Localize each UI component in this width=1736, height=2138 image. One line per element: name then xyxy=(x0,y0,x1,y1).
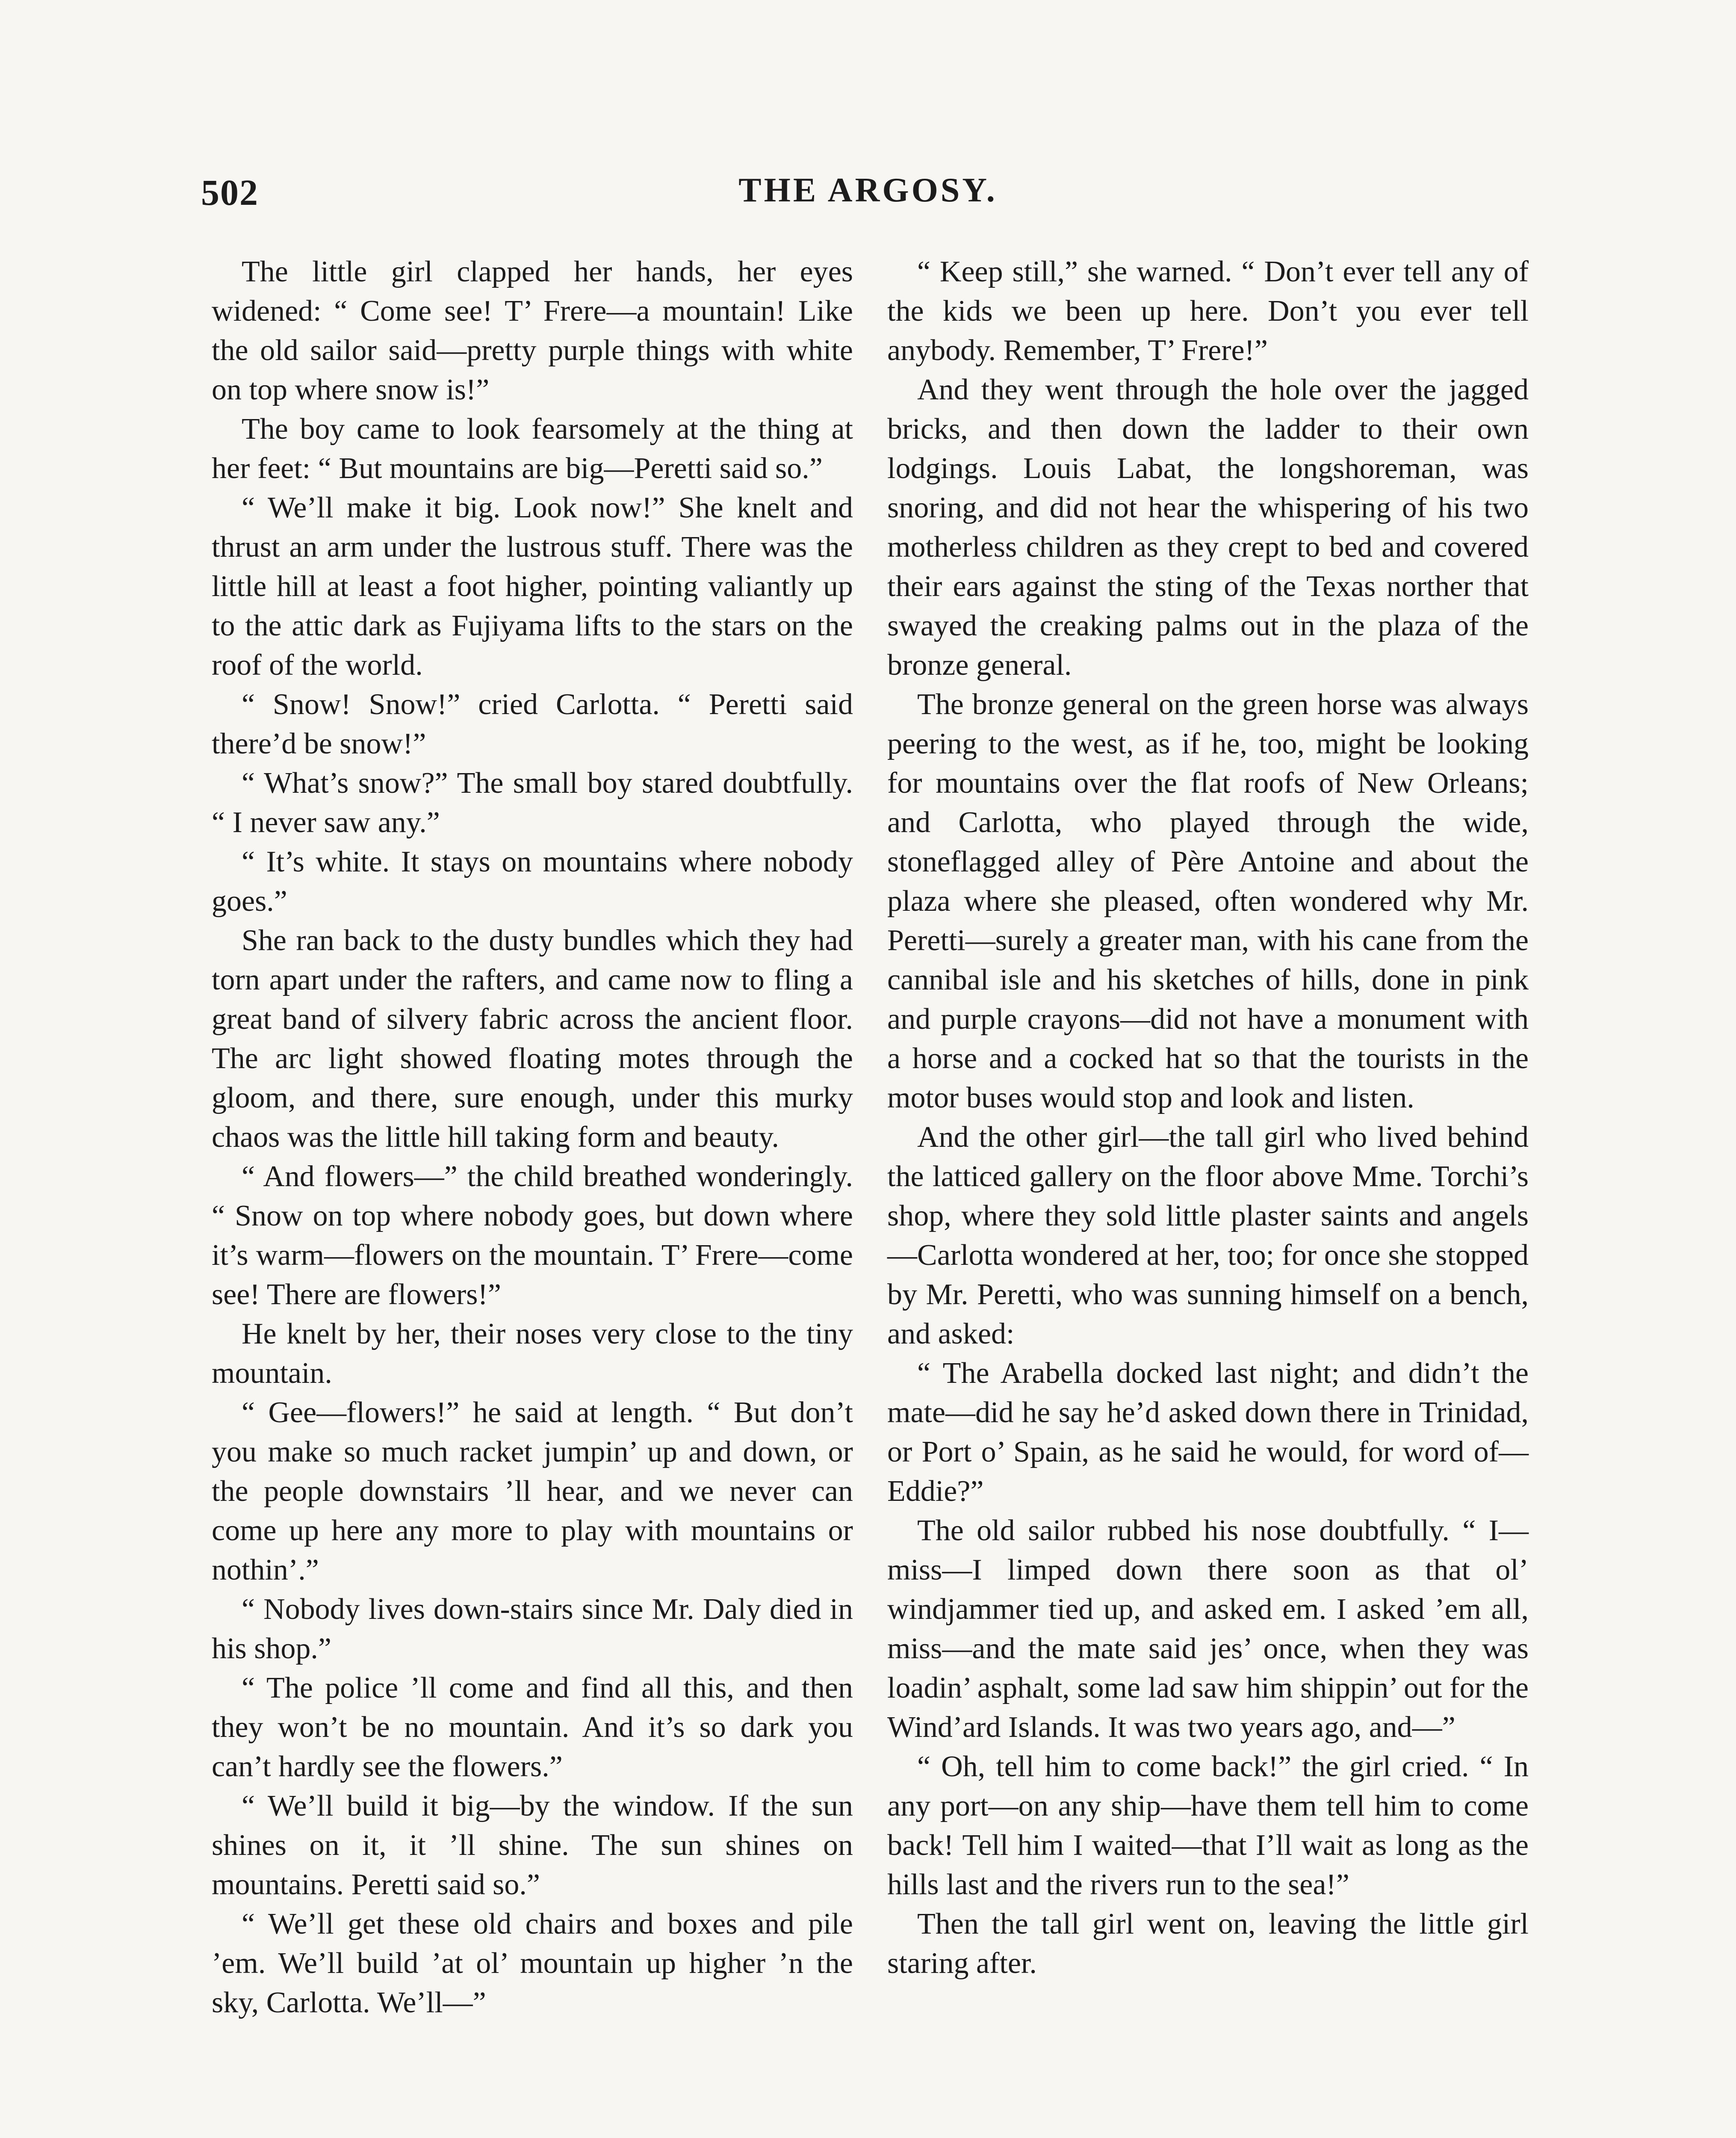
paragraph: “ Oh, tell him to come back!” the girl cried. “ In any port—on any ship—have them tell him to come back! Tell him I waited—that I’ll wait as long as the hills last and the rivers run to the sea!” xyxy=(887,1750,1529,1901)
paragraph: “ Keep still,” she warned. “ Don’t ever tell any of the kids we been up here. Don’t you ever tell anybody. Remember, T’ Frere!” xyxy=(887,255,1529,367)
paragraph: “ Gee—flowers!” he said at length. “ But don’t you make so much racket jumpin’ up and down, or the people downstairs ’ll hear, and we never can come up here any more to play with mountains or nothin’.” xyxy=(212,1396,853,1586)
left-text-column xyxy=(212,252,853,2023)
paragraph: The little girl clapped her hands, her eyes widened: “ Come see! T’ Frere—a mountain! Like the old sailor said—pretty purple things with white on top where snow is!” xyxy=(212,255,853,406)
paragraph: The old sailor rubbed his nose doubtfully. “ I—miss—I limped down there soon as that ol’ windjammer tied up, and asked em. I asked ’em all, miss—and the mate said jes’ once, when they was loadin’ asphalt, some lad saw him shippin’ out for the Wind’ard Islands. It was two years ago, and—” xyxy=(887,1514,1529,1744)
paragraph: “ The Arabella docked last night; and didn’t the mate—did he say he’d asked down there in Trinidad, or Port o’ Spain, as he said he would, for word of—Eddie?” xyxy=(887,1357,1529,1508)
right-text-column xyxy=(887,252,1529,1983)
paragraph: “ We’ll build it big—by the window. If the sun shines on it, it ’ll shine. The sun shines on mountains. Peretti said so.” xyxy=(212,1790,853,1901)
paragraph: “ The police ’ll come and find all this, and then they won’t be no mountain. And it’s so dark you can’t hardly see the flowers.” xyxy=(212,1671,853,1783)
paragraph: “ What’s snow?” The small boy stared doubtfully. “ I never saw any.” xyxy=(212,767,853,839)
paragraph: “ And flowers—” the child breathed wonderingly. “ Snow on top where nobody goes, but down where it’s warm—flowers on the mountain. T’ Frere—come see! There are flowers!” xyxy=(212,1160,853,1311)
paragraph: “ We’ll get these old chairs and boxes and pile ’em. We’ll build ’at ol’ mountain up higher ’n the sky, Carlotta. We’ll—” xyxy=(212,1908,853,2019)
paragraph: “ Nobody lives down-stairs since Mr. Daly died in his shop.” xyxy=(212,1593,853,1665)
page-header xyxy=(201,171,1535,222)
paragraph: He knelt by her, their noses very close to the tiny mountain. xyxy=(212,1317,853,1390)
running-head-title: THE ARGOSY. xyxy=(738,171,998,209)
paragraph: And the other girl—the tall girl who lived behind the latticed gallery on the floor above Mme. Torchi’s shop, where they sold little plaster saints and angels—Carlotta wondered at her, too; for once she stopped by Mr. Peretti, who was sunning himself on a bench, and asked: xyxy=(887,1121,1529,1350)
paragraph: And they went through the hole over the jagged bricks, and then down the ladder to their own lodgings. Louis Labat, the longshoreman, was snoring, and did not hear the whispering of his two motherless children as they crept to bed and covered their ears against the sting of the Texas norther that swayed the creaking palms out in the plaza of the bronze general. xyxy=(887,373,1529,682)
paragraph: “ We’ll make it big. Look now!” She knelt and thrust an arm under the lustrous stuff. There was the little hill at least a foot higher, pointing valiantly up to the attic dark as Fujiyama lifts to the stars on the roof of the world. xyxy=(212,491,853,682)
paragraph: She ran back to the dusty bundles which they had torn apart under the rafters, and came now to fling a great band of silvery fabric across the ancient floor. The arc light showed floating motes through the gloom, and there, sure enough, under this murky chaos was the little hill taking form and beauty. xyxy=(212,924,853,1154)
paragraph: “ Snow! Snow!” cried Carlotta. “ Peretti said there’d be snow!” xyxy=(212,688,853,760)
page-number: 502 xyxy=(201,172,259,213)
paragraph: The bronze general on the green horse was always peering to the west, as if he, too, might be looking for mountains over the flat roofs of New Orleans; and Carlotta, who played through the wide, stoneflagged alley of Père Antoine and about the plaza where she pleased, often wondered why Mr. Peretti—surely a greater man, with his cane from the cannibal isle and his sketches of hills, done in pink and purple crayons—did not have a monument with a horse and a cocked hat so that the tourists in the motor buses would stop and look and listen. xyxy=(887,688,1529,1114)
paragraph: Then the tall girl went on, leaving the little girl staring after. xyxy=(887,1908,1529,1980)
paragraph: “ It’s white. It stays on mountains where nobody goes.” xyxy=(212,845,853,918)
paragraph: The boy came to look fearsomely at the thing at her feet: “ But mountains are big—Peretti said so.” xyxy=(212,413,853,485)
